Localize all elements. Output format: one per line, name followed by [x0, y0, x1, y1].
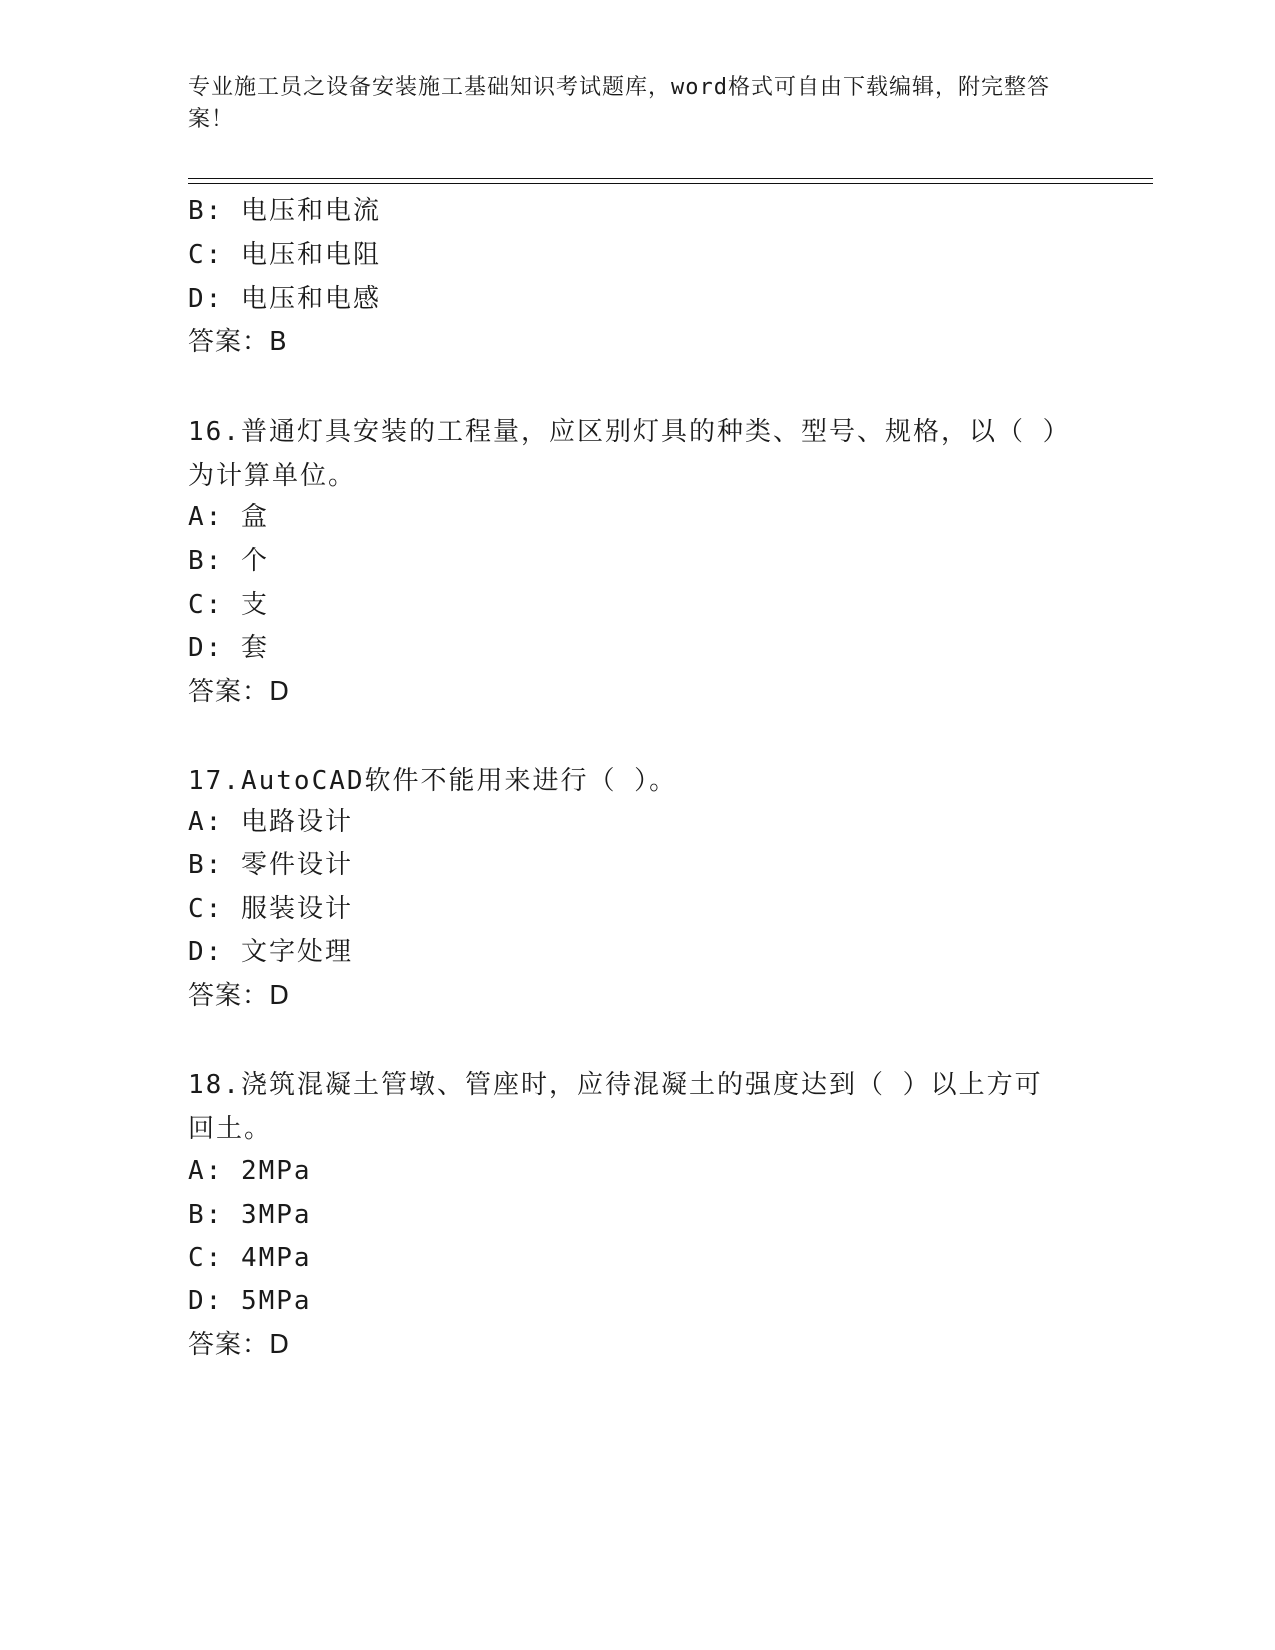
- option-c: C: 电压和电阻: [188, 240, 381, 270]
- option-a: A: 盒: [188, 502, 269, 532]
- header-rule-top: [188, 178, 1153, 179]
- option-b: B: 零件设计: [188, 850, 353, 880]
- question-text: 18.浇筑混凝土管墩、管座时，应待混凝土的强度达到（ ）以上方可回土。: [188, 1070, 1043, 1144]
- option-d: D: 电压和电感: [188, 284, 381, 314]
- option-b: B: 个: [188, 546, 269, 576]
- option-b: B: 电压和电流: [188, 196, 381, 226]
- answer-line: 答案：B: [188, 327, 288, 357]
- option-c: C: 4MPa: [188, 1243, 312, 1273]
- option-d: D: 5MPa: [188, 1286, 312, 1316]
- document-header: 专业施工员之设备安装施工基础知识考试题库，word格式可自由下载编辑，附完整答案！: [188, 75, 1050, 132]
- option-a: A: 电路设计: [188, 807, 353, 837]
- answer-line: 答案：D: [188, 677, 291, 707]
- answer-line: 答案：D: [188, 1330, 291, 1360]
- question-text: 17.AutoCAD软件不能用来进行（ ）。: [188, 766, 678, 796]
- option-d: D: 套: [188, 633, 269, 663]
- option-c: C: 支: [188, 590, 269, 620]
- header-rule-bottom: [188, 183, 1153, 184]
- option-b: B: 3MPa: [188, 1200, 312, 1230]
- question-text: 16.普通灯具安装的工程量，应区别灯具的种类、型号、规格，以（ ）为计算单位。: [188, 417, 1058, 491]
- answer-line: 答案：D: [188, 981, 291, 1011]
- option-c: C: 服装设计: [188, 894, 353, 924]
- option-d: D: 文字处理: [188, 937, 353, 967]
- option-a: A: 2MPa: [188, 1156, 312, 1186]
